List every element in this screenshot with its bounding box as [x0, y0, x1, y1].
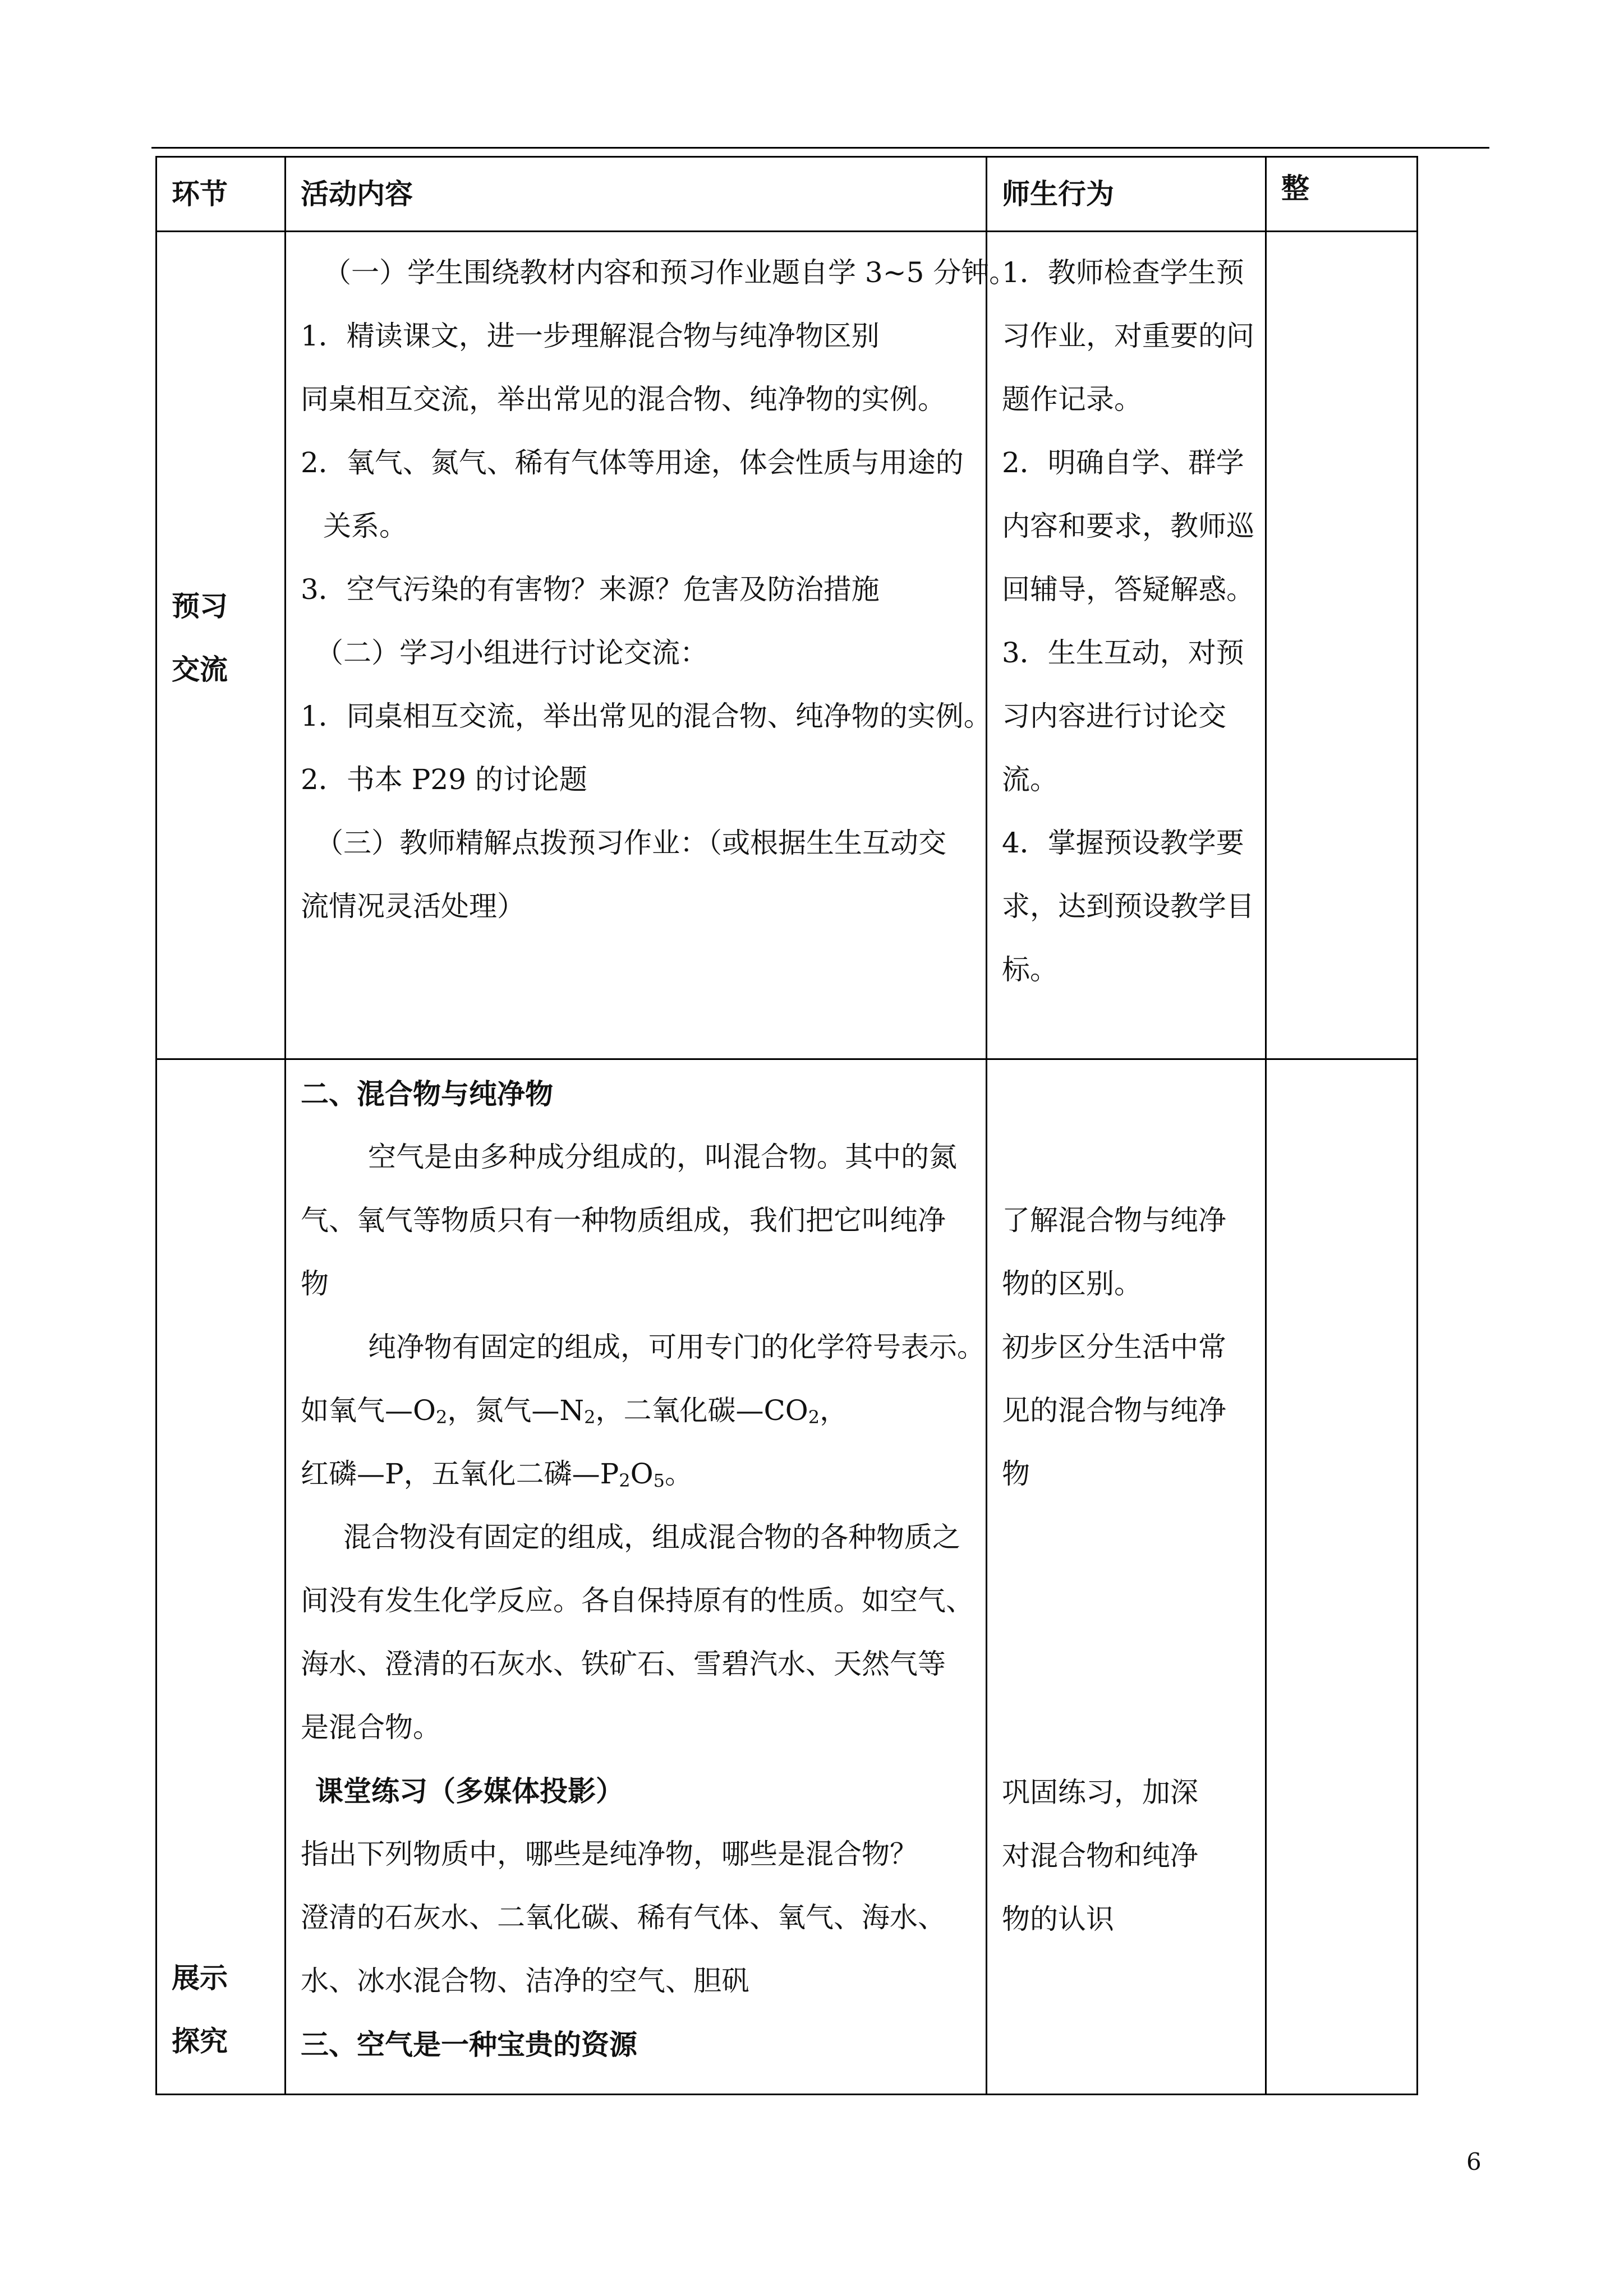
content-line: 水、冰水混合物、洁净的空气、胆矾 [301, 1965, 749, 1997]
formula-text: ， [820, 1394, 848, 1427]
table-row-preview [157, 232, 1418, 1059]
formula-text: 如氧气—O [301, 1394, 436, 1427]
teacher-line: 4．掌握预设教学要 [1002, 827, 1244, 859]
content-line: 关系。 [323, 510, 407, 542]
adjust-cell-preview [1266, 232, 1418, 1059]
table-row-explore [157, 1059, 1418, 2095]
formula-subscript: 2 [436, 1407, 448, 1428]
content-line: 流情况灵活处理） [301, 890, 525, 923]
activity-cell-preview [286, 232, 1018, 1059]
teacher-line: 物 [1002, 1458, 1030, 1490]
stage-label-line: 探究 [172, 2025, 228, 2058]
teacher-line: 习作业，对重要的问 [1002, 320, 1254, 352]
content-line: 1．同桌相互交流，举出常见的混合物、纯净物的实例。 [301, 700, 992, 732]
formula-subscript: 2 [808, 1407, 820, 1428]
teacher-line: 题作记录。 [1002, 383, 1142, 416]
stage-cell-preview [157, 232, 286, 1059]
content-line: 指出下列物质中，哪些是纯净物，哪些是混合物？ [301, 1838, 918, 1870]
formula-text: ，氮气—N [447, 1394, 585, 1427]
stage-cell-explore [157, 1059, 286, 2095]
formula-line [301, 1379, 986, 1442]
teacher-line: 求，达到预设教学目 [1002, 890, 1254, 923]
content-line: 2．书本 P29 的讨论题 [301, 763, 587, 796]
header-stage-label: 环节 [172, 177, 228, 210]
teacher-line: 对混合物和纯净 [1002, 1839, 1198, 1872]
header-adjust [1266, 157, 1418, 232]
teacher-line: 巩固练习，加深 [1002, 1776, 1198, 1809]
stage-label-line: 交流 [172, 653, 228, 686]
behavior-cell-explore [987, 1059, 1266, 2095]
teacher-line: 习内容进行讨论交 [1002, 700, 1226, 732]
content-line: （二）学习小组进行讨论交流： [315, 637, 708, 669]
stage-label-line: 预习 [172, 589, 228, 623]
formula-text: 。 [665, 1458, 693, 1490]
content-line: 海水、澄清的石灰水、铁矿石、雪碧汽水、天然气等 [301, 1648, 946, 1680]
formula-subscript: 5 [653, 1470, 665, 1491]
formula-subscript: 2 [619, 1470, 631, 1491]
content-line: 1．精读课文，进一步理解混合物与纯净物区别 [301, 320, 880, 352]
table-header-row [157, 157, 1418, 232]
content-line: 3．空气污染的有害物？来源？危害及防治措施 [301, 573, 880, 606]
formula-subscript: 2 [584, 1407, 596, 1428]
top-rule [151, 147, 1489, 149]
header-adjust-label: 整 [1281, 172, 1309, 205]
content-line: 2．氧气、氮气、稀有气体等用途，体会性质与用途的 [301, 446, 964, 479]
formula-text: 红磷—P，五氧化二磷—P [301, 1458, 619, 1490]
adjust-cell-explore [1266, 1059, 1418, 2095]
teacher-line: 流。 [1002, 763, 1058, 796]
formula-text: ，二氧化碳—CO [595, 1394, 808, 1427]
header-behavior [987, 157, 1266, 232]
behavior-cell-preview [987, 232, 1266, 1059]
content-line: 同桌相互交流，举出常见的混合物、纯净物的实例。 [301, 383, 946, 416]
header-behavior-label: 师生行为 [1002, 177, 1114, 210]
teacher-line: 物的区别。 [1002, 1267, 1142, 1300]
formula-text: O [630, 1458, 654, 1490]
teacher-line: 1．教师检查学生预 [1002, 256, 1244, 289]
content-line: 混合物没有固定的组成，组成混合物的各种物质之 [343, 1521, 960, 1553]
teacher-line: 回辅导，答疑解惑。 [1002, 573, 1254, 606]
content-line: （三）教师精解点拨预习作业：（或根据生生互动交 [315, 827, 946, 859]
header-activity-label: 活动内容 [301, 177, 413, 210]
teacher-line: 标。 [1002, 953, 1058, 986]
content-line: 是混合物。 [301, 1711, 441, 1744]
content-line: 物 [301, 1267, 329, 1300]
practice-title: 课堂练习（多媒体投影） [315, 1774, 624, 1808]
teacher-line: 物的认识 [1002, 1903, 1114, 1935]
content-line: 澄清的石灰水、二氧化碳、稀有气体、氧气、海水、 [301, 1901, 946, 1934]
teacher-line: 了解混合物与纯净 [1002, 1204, 1226, 1237]
teacher-line: 初步区分生活中常 [1002, 1331, 1226, 1363]
content-line: 气、氧气等物质只有一种物质组成，我们把它叫纯净 [301, 1204, 946, 1237]
content-line: 空气是由多种成分组成的，叫混合物。其中的氮 [368, 1141, 957, 1173]
formula-line [301, 1442, 986, 1506]
teacher-line: 见的混合物与纯净 [1002, 1394, 1226, 1427]
header-activity [286, 157, 987, 232]
teacher-line: 3．生生互动，对预 [1002, 637, 1244, 669]
page-number: 6 [1466, 2148, 1482, 2175]
section-heading: 三、空气是一种宝贵的资源 [301, 2028, 637, 2061]
teacher-line: 2．明确自学、群学 [1002, 446, 1244, 479]
lesson-plan-table [155, 156, 1418, 2095]
section-heading: 二、混合物与纯净物 [301, 1077, 553, 1110]
content-line: 纯净物有固定的组成，可用专门的化学符号表示。 [368, 1331, 985, 1363]
teacher-line: 内容和要求，教师巡 [1002, 510, 1254, 542]
header-stage [157, 157, 286, 232]
content-line: （一）学生围绕教材内容和预习作业题自学 3~5 分钟。 [323, 256, 1018, 289]
activity-cell-explore [286, 1059, 987, 2095]
content-line: 间没有发生化学反应。各自保持原有的性质。如空气、 [301, 1584, 974, 1617]
stage-label-line: 展示 [172, 1961, 228, 1994]
